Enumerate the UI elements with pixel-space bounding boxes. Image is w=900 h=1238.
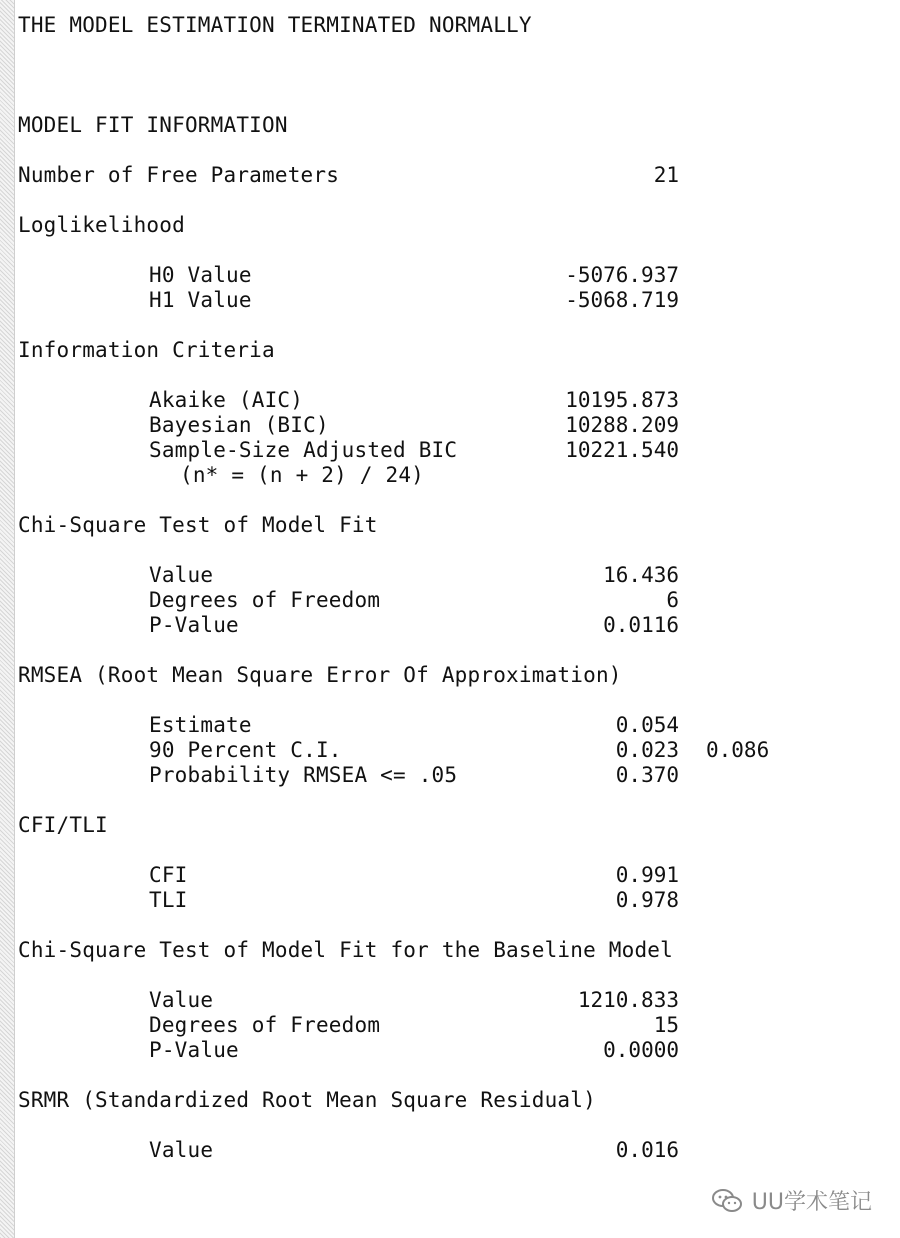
loglikelihood-title: Loglikelihood bbox=[18, 213, 185, 237]
h0-label: H0 Value bbox=[149, 263, 252, 287]
srmr-title: SRMR (Standardized Root Mean Square Residual) bbox=[18, 1088, 596, 1112]
bic-label: Bayesian (BIC) bbox=[149, 413, 329, 437]
baseline-p-label: P-Value bbox=[149, 1038, 239, 1062]
free-parameters-label: Number of Free Parameters bbox=[18, 163, 340, 187]
baseline-value: 1210.833 bbox=[577, 988, 679, 1012]
sabic-note: (n* = (n + 2) / 24) bbox=[180, 463, 425, 487]
bic-value: 10288.209 bbox=[565, 413, 679, 437]
rmsea-prob: 0.370 bbox=[615, 763, 679, 787]
watermark-text: UU学术笔记 bbox=[751, 1190, 872, 1215]
rmsea-title: RMSEA (Root Mean Square Error Of Approximation) bbox=[18, 663, 622, 687]
watermark bbox=[710, 1185, 872, 1216]
baseline-value-label: Value bbox=[149, 988, 214, 1012]
free-parameters-value: 21 bbox=[653, 163, 679, 187]
rmsea-prob-label: Probability RMSEA <= .05 bbox=[149, 763, 458, 787]
chi-square-p-label: P-Value bbox=[149, 613, 239, 637]
srmr-value: 0.016 bbox=[615, 1138, 679, 1162]
chi-square-p: 0.0116 bbox=[603, 613, 679, 637]
tli-value: 0.978 bbox=[615, 888, 679, 912]
information-criteria-title: Information Criteria bbox=[18, 338, 275, 362]
baseline-p: 0.0000 bbox=[603, 1038, 679, 1062]
chi-square-value-label: Value bbox=[149, 563, 214, 587]
rmsea-ci-high: 0.086 bbox=[706, 738, 770, 762]
chi-square-df: 6 bbox=[666, 588, 679, 612]
h1-value: -5068.719 bbox=[565, 288, 679, 312]
sabic-value: 10221.540 bbox=[565, 438, 679, 462]
baseline-title: Chi-Square Test of Model Fit for the Baseline Model bbox=[18, 938, 673, 962]
section-title: MODEL FIT INFORMATION bbox=[18, 113, 288, 137]
h1-label: H1 Value bbox=[149, 288, 252, 312]
cfi-value: 0.991 bbox=[615, 863, 679, 887]
chi-square-value: 16.436 bbox=[603, 563, 679, 587]
rmsea-ci-low: 0.023 bbox=[615, 738, 679, 762]
h0-value: -5076.937 bbox=[565, 263, 679, 287]
rmsea-estimate: 0.054 bbox=[615, 713, 679, 737]
aic-value: 10195.873 bbox=[565, 388, 679, 412]
srmr-value-label: Value bbox=[149, 1138, 214, 1162]
baseline-df: 15 bbox=[653, 1013, 679, 1037]
status-line: THE MODEL ESTIMATION TERMINATED NORMALLY bbox=[18, 13, 532, 37]
cfi-tli-title: CFI/TLI bbox=[18, 813, 108, 837]
tli-label: TLI bbox=[149, 888, 188, 912]
aic-label: Akaike (AIC) bbox=[149, 388, 304, 412]
rmsea-estimate-label: Estimate bbox=[149, 713, 252, 737]
chi-square-title: Chi-Square Test of Model Fit bbox=[18, 513, 378, 537]
chi-square-df-label: Degrees of Freedom bbox=[149, 588, 381, 612]
sabic-label: Sample-Size Adjusted BIC bbox=[149, 438, 458, 462]
rmsea-ci-label: 90 Percent C.I. bbox=[149, 738, 342, 762]
baseline-df-label: Degrees of Freedom bbox=[149, 1013, 381, 1037]
wechat-icon bbox=[710, 1187, 744, 1215]
cfi-label: CFI bbox=[149, 863, 188, 887]
